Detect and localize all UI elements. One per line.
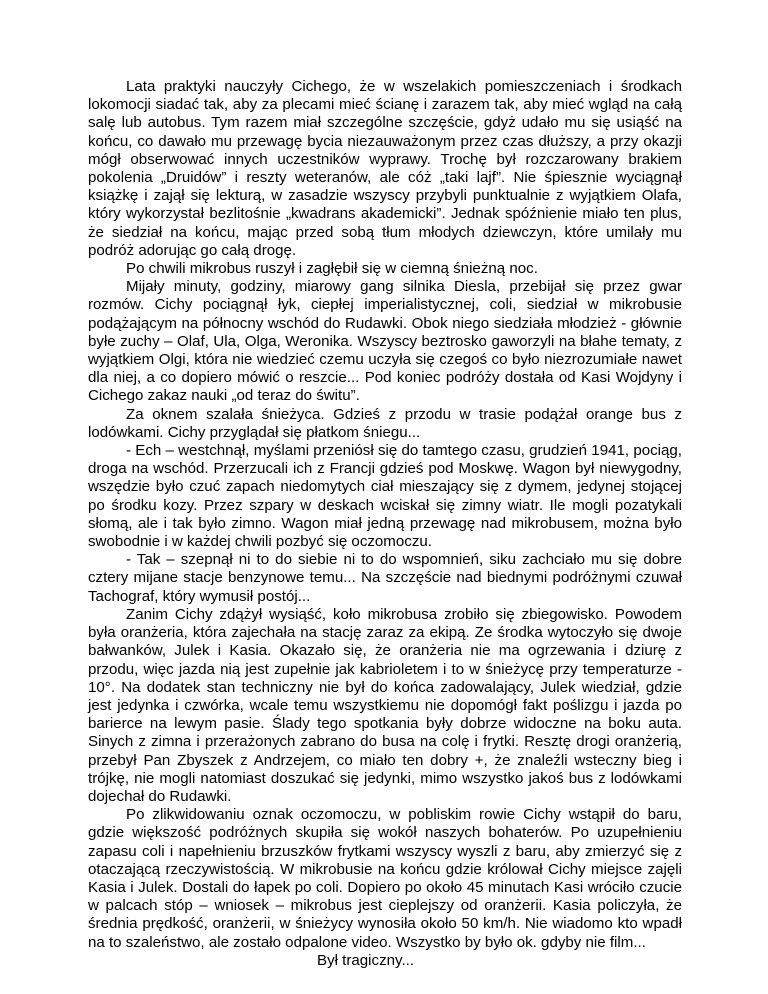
paragraph-1: Lata praktyki nauczyły Cichego, że w wszelakich pomieszczeniach i środkach lokomocji siadać tak, aby za plecami mieć ścianę i zarazem tak, aby mieć wgląd na całą salę lub autobus. Tym razem miał szczególne szczęście, gdyż udało mu się usiąść na końcu, co dawało mu przewagę bycia niezauważonym przez czas dłuższy, a przy okazji mógł obserwować innych uczestników wyprawy. Trochę był rozczarowany brakiem pokolenia „Druidów” i reszty weteranów, ale cóż „taki lajf”. Nie śpiesznie wyciągnął książkę i zajął się lekturą, w zasadzie wszyscy przybyli punktualnie z wyjątkiem Olafa, który wykorzystał bezlitośnie „kwadrans akademicki”. Jednak spóźnienie miało ten plus, że siedział na końcu, mając przed sobą tłum młodych dziewczyn, które umilały mu podróż adorując go całą drogę.: [88, 78, 682, 259]
document-body: [88, 78, 682, 970]
paragraph-2: Po chwili mikrobus ruszył i zagłębił się w ciemną śnieżną noc.: [126, 260, 538, 278]
paragraph-6: - Tak – szepnął ni to do siebie ni to do wspomnień, siku zachciało mu się dobre cztery mijane stacje benzynowe temu... Na szczęście nad biednymi podróżnymi czuwał Tachograf, który wymusił postój...: [88, 551, 682, 605]
paragraph-4: Za oknem szalała śnieżyca. Gdzieś z przodu w trasie podążał orange bus z lodówkami. Cichy przyglądał się płatkom śniegu...: [88, 405, 682, 441]
paragraph-3: Mijały minuty, godziny, miarowy gang silnika Diesla, przebijał się przez gwar rozmów. Cichy pociągnął łyk, ciepłej imperialistycznej, coli, siedział w mikrobusie podążającym na północny wschód do Rudawki. Obok niego siedziała młodzież - głównie byłe zuchy – Olaf, Ula, Olga, Weronika. Wszyscy beztrosko gaworzyli na błahe tematy, z wyjątkiem Olgi, która nie wiedzieć czemu uczyła się czegoś co było niezrozumiałe nawet dla niej, a co dopiero mówić o reszcie... Pod koniec podróży dostała od Kasi Wojdyny i Cichego zakaz nauki „od teraz do świtu”.: [88, 278, 682, 405]
paragraph-7: Zanim Cichy zdążył wysiąść, koło mikrobusa zrobiło się zbiegowisko. Powodem była oranżeria, która zajechała na stację zaraz za ekipą. Ze środka wytoczyło się dwoje bałwanków, Julek i Kasia. Okazało się, że oranżeria nie ma ogrzewania i dziurę z przodu, więc jazda nią jest zupełnie jak kabrioletem i to w śnieżycę przy temperaturze - 10°. Na dodatek stan techniczny nie był do końca zadowalający, Julek wiedział, gdzie jest jedynka i czwórka, wcale temu wszystkiemu nie dopomógł fakt poślizgu i jazda po barierce na lewym pasie. Ślady tego spotkania były dobrze widoczne na boku auta. Sinych z zimna i przerażonych zabrano do busa na colę i frytki. Resztę drogi oranżerią, przebył Pan Zbyszek z Andrzejem, co miało ten dobry +, że znaleźli wsteczny bieg i trójkę, nie mogli natomiast doszukać się jedynki, mimo wszystko jakoś bus z lodówkami dojechał do Rudawki.: [88, 605, 682, 805]
paragraph-8: Po zlikwidowaniu oznak oczomoczu, w pobliskim rowie Cichy wstąpił do baru, gdzie większość podróżnych skupiła się wokół naszych bohaterów. Po uzupełnieniu zapasu coli i napełnieniu brzuszków frytkami wszyscy wyszli z baru, aby zmierzyć się z otaczającą rzeczywistością. W mikrobusie na końcu gdzie królował Cichy miejsce zajęli Kasia i Julek. Dostali do łapek po coli. Dopiero po około 45 minutach Kasi wróciło czucie w palcach stóp – wniosek – mikrobus jest cieplejszy od oranżerii. Kasia policzyła, że średnia prędkość, oranżerii, w śnieżycy wynosiła około 50 km/h. Nie wiadomo kto wpadł na to szaleństwo, ale zostało odpalone video. Wszystko by było ok. gdyby nie film...: [88, 806, 682, 951]
closing-line: Był tragiczny...: [317, 951, 415, 969]
paragraph-5: - Ech – westchnął, myślami przeniósł się do tamtego czasu, grudzień 1941, pociąg, droga na wschód. Przerzucali ich z Francji gdzieś pod Moskwę. Wagon był niewygodny, wszędzie było czuć zapach niedomytych ciał mieszający się z dymem, jedynej stojącej po środku kozy. Przez szpary w deskach wciskał się zimny wiatr. Ile mogli pozatykali słomą, ale i tak było zimno. Wagon miał jedną przewagę nad mikrobusem, można było swobodnie i w każdej chwili pozbyć się oczomoczu.: [88, 442, 682, 551]
